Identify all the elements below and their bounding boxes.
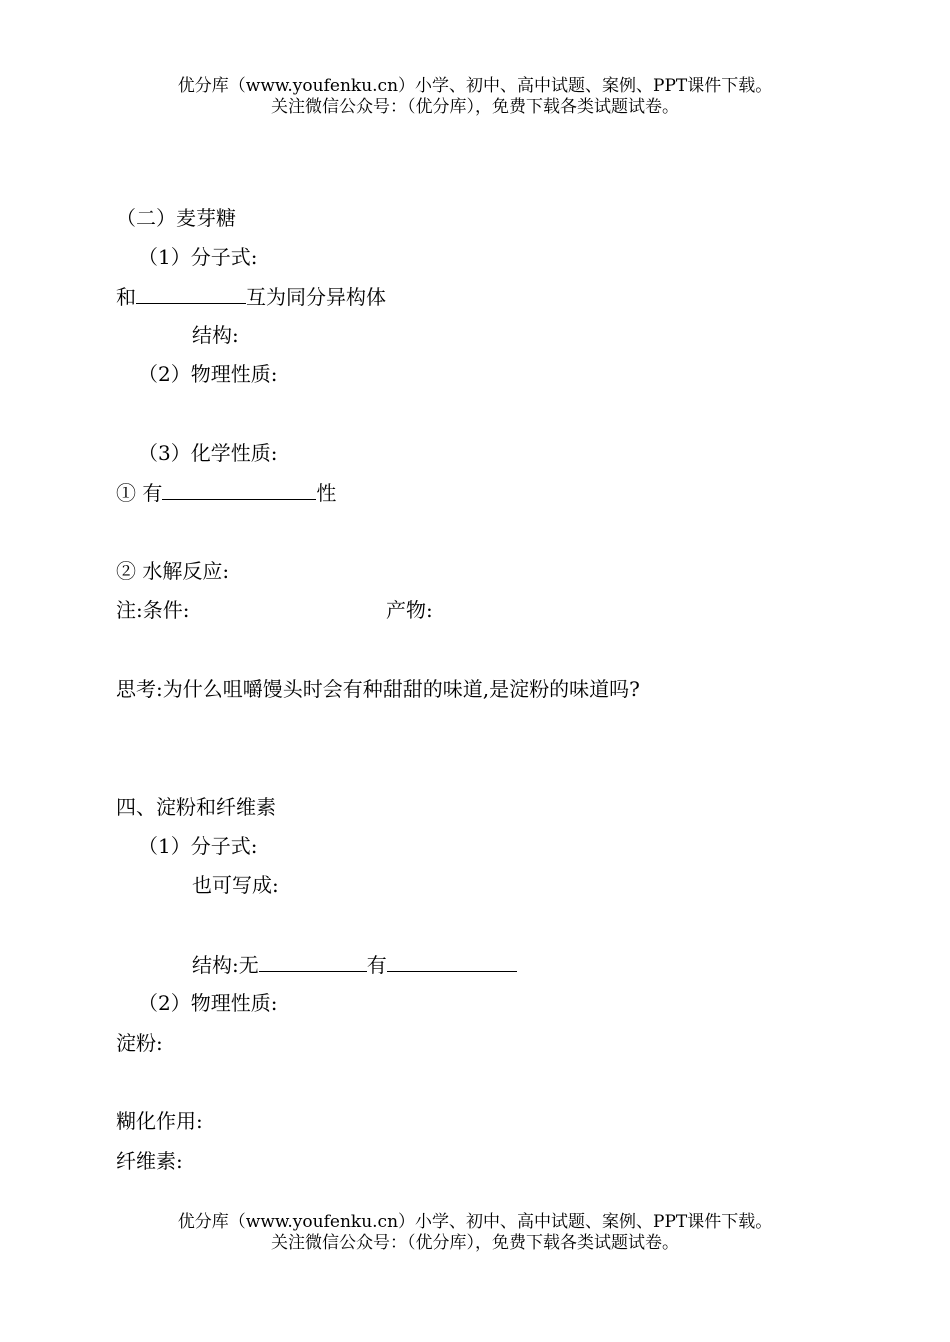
structure-prefix: 结构:无	[192, 953, 259, 977]
section-maltose-heading: （二）麦芽糖	[116, 206, 236, 230]
structure-middle: 有	[366, 953, 387, 977]
structure-blank-1	[259, 951, 367, 972]
isomer-prefix: 和	[116, 285, 136, 309]
starch-physical-label: （2）物理性质:	[138, 991, 278, 1015]
header-line-1: 优分库（www.youfenku.cn）小学、初中、高中试题、案例、PPT课件下载。	[177, 76, 773, 96]
structure-blank-2	[387, 951, 517, 972]
cellulose-label: 纤维素:	[116, 1149, 183, 1173]
maltose-formula-label: （1）分子式:	[138, 245, 258, 269]
item1-suffix: 性	[316, 481, 337, 505]
maltose-chemical-label: （3）化学性质:	[138, 441, 278, 465]
maltose-isomer-line	[116, 283, 386, 310]
starch-label: 淀粉:	[116, 1031, 163, 1055]
maltose-structure-label: 结构:	[192, 323, 239, 347]
maltose-physical-label: （2）物理性质:	[138, 362, 278, 386]
isomer-suffix: 互为同分异构体	[246, 285, 386, 309]
footer-line-1: 优分库（www.youfenku.cn）小学、初中、高中试题、案例、PPT课件下载。	[177, 1212, 773, 1232]
gelatinization-label: 糊化作用:	[116, 1109, 203, 1133]
header-line-2: 关注微信公众号：（优分库），免费下载各类试题试卷。	[271, 97, 679, 117]
maltose-item-2: ② 水解反应:	[116, 559, 230, 583]
item1-prefix: ① 有	[116, 481, 163, 505]
maltose-item-1	[116, 479, 336, 506]
section-starch-heading: 四、淀粉和纤维素	[116, 795, 276, 819]
isomer-blank	[136, 283, 246, 304]
footer-line-2: 关注微信公众号：（优分库），免费下载各类试题试卷。	[271, 1233, 679, 1253]
starch-structure-line	[192, 951, 517, 978]
starch-alt-form-label: 也可写成:	[192, 873, 279, 897]
thinking-question: 思考:为什么咀嚼馒头时会有种甜甜的味道,是淀粉的味道吗?	[116, 677, 640, 701]
maltose-note-product: 产物:	[386, 598, 433, 622]
item1-blank	[162, 479, 316, 500]
maltose-note-condition: 注:条件:	[116, 598, 190, 622]
starch-formula-label: （1）分子式:	[138, 834, 258, 858]
